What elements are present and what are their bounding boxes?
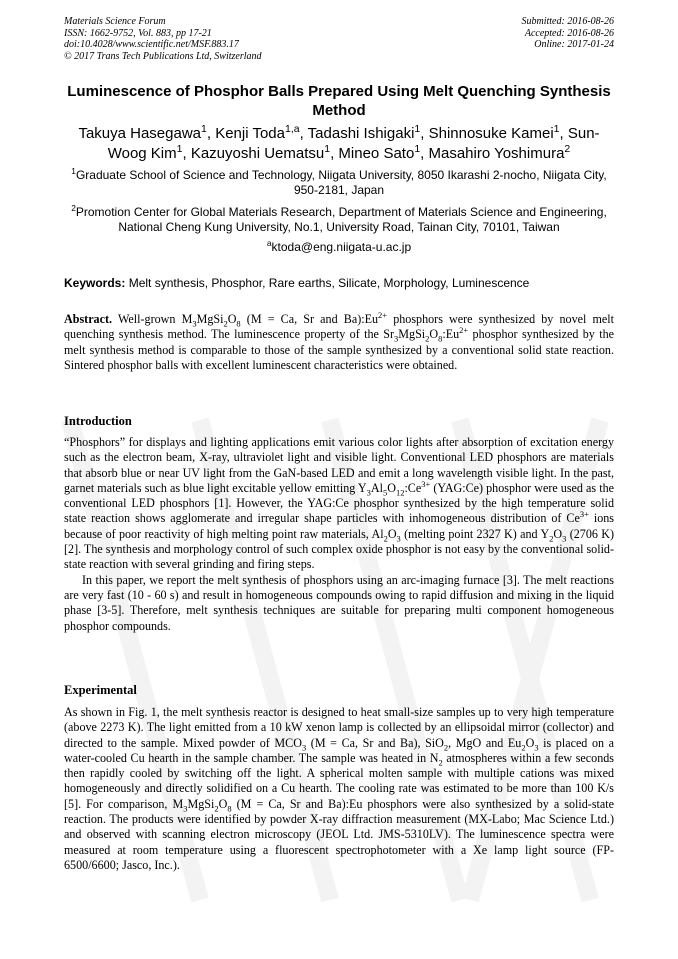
author-affiliation-marker: 1 [414, 143, 421, 155]
author-name: Tadashi Ishigaki [307, 125, 415, 142]
journal-info [64, 16, 262, 62]
abstract-text: Well-grown $M_3MgSi_2O_8$ (M = Ca, Sr and $Ba):Eu^{2+}$ phosphors were synthesized by novel melt quenching synthesis method. The luminescence property of the $Sr_3MgSi_2O_8:Eu^{2+}$ phosphor synthesized by the melt synthesis method is comparable to those of the sample synthesized by a conventional solid state reaction. Sintered phosphor balls with excellent luminescent characteristics were obtained. [64, 309, 614, 372]
paper-title: Luminescence of Phosphor Balls Prepared Using Melt Quenching Synthesis Method [67, 83, 611, 119]
author-name: Kazuyoshi Uematsu [190, 145, 325, 162]
author-name: Takuya Hasegawa [78, 125, 202, 142]
author-name: Kenji Toda [215, 125, 285, 142]
online-date: Online: 2017-01-24 [534, 39, 614, 50]
submission-dates [522, 16, 615, 51]
author-affiliation-marker: 1 [201, 123, 207, 135]
abstract-label: Abstract. [64, 312, 113, 326]
experimental-body [64, 705, 614, 873]
journal-doi: doi:10.4028/www.scientific.net/MSF.883.17 [64, 39, 239, 50]
email-address[interactable]: ktoda@eng.niigata-u.ac.jp [271, 240, 412, 254]
keywords-label: Keywords: [64, 276, 126, 290]
keywords-text: Melt synthesis, Phosphor, Rare earths, Silicate, Morphology, Luminescence [128, 276, 530, 290]
author-list: Takuya Hasegawa$^1$, Kenji Toda$^{1,a}$, Tadashi Ishigaki$^1$, Shinnosuke Kamei$^1$, Sun-Woog Kim$^1$, Kazuyoshi Uematsu$^1$, Mineo Sato$^1$, Masahiro Yoshimura$^2$ [78, 123, 600, 162]
experimental-heading: Experimental [64, 683, 137, 697]
journal-copyright: © 2017 Trans Tech Publications Ltd, Switzerland [64, 50, 262, 62]
author-affiliation-marker: 2 [564, 143, 571, 155]
submitted-date: Submitted: 2016-08-26 [521, 16, 614, 27]
affiliation-2 [64, 205, 614, 235]
accepted-date: Accepted: 2016-08-26 [524, 27, 614, 39]
affiliation-1-marker: 1 [71, 166, 76, 176]
author-affiliation-marker: 1 [324, 143, 331, 155]
abstract [64, 309, 614, 373]
journal-issn: ISSN: 1662-9752, Vol. 883, pp 17-21 [64, 27, 212, 39]
experimental-paragraph: As shown in Fig. 1, the melt synthesis reactor is designed to heat small-size samples up to very high temperature (above 2273 K). The light emitted from a 10 kW xenon lamp is collected by an ellipsoidal mirror (collector) and directed to the sample. Mixed powder of $MCO_3$ (M = Ca, Sr and Ba), SiO$_2$, MgO and $Eu_2O_3$ is placed on a water-cooled Cu hearth in the sample chamber. The sample was heated in $N_2$ atmospheres within a few seconds then rapidly cooled by switching off the light. A spherical molten sample with multiple cations was mixed homogeneously and directly solidified on a Cu hearth. The cooling rate was estimated to be more than 100 K/s [5]. For comparison, $M_3MgSi_2O_8$ (M = Ca, Sr and Ba):Eu phosphors were also synthesized by a solid-state reaction. The products were identified by powder X-ray diffraction measurement (MX-Labo; Mac Science Ltd.) and observed with scanning electron microscopy (JEOL Ltd. JMS-5310LV). The luminescence spectra were measured at room temperature using a fluorescent spectrophotometer with a Xe lamp light source (FP-6500/6600; Jasco, Inc.). [64, 705, 614, 872]
author-affiliation-marker: 1 [176, 143, 183, 155]
affiliation-1-text: Graduate School of Science and Technology, Niigata University, 8050 Ikarashi 2-nocho, Niigata City, 950-2181, Japan [75, 168, 607, 197]
keywords [64, 276, 614, 291]
author-affiliation-marker: 1,a [284, 123, 300, 135]
introduction-paragraph-2: In this paper, we report the melt synthesis of phosphors using an arc-imaging furnace [3]. The melt reactions are very fast (10 - 60 s) and result in homogeneous compounds owing to rapid diffusion and mixing in the liquid phase [3-5]. Therefore, melt synthesis techniques are suitable for preparing multi component homogeneous phosphor compounds. [64, 572, 614, 633]
introduction-paragraph-1: “Phosphors” for displays and lighting applications emit various color lights after absorption of excitation energy such as the electron beam, X-ray, ultraviolet light and visible light. Conventional LED phosphors are materials that absorb blue or near UV light from the GaN-based LED and emit a long wavelength visible light. In the past, garnet materials such as blue light excitable yellow emitting $Y_3Al_5O_{12}:Ce^{3+}$ (YAG:Ce) phosphor were used as the conventional LED phosphors [1]. However, the YAG:Ce phosphor synthesized by the high temperature solid state reaction shows agglomerate and irregular shape particles with inhomogeneous distribution of $Ce^{3+}$ ions because of poor reactivity of high melting point raw materials, $Al_2O_3$ (melting point 2327 K) and $Y_2O_3$ (2706 K) [2]. The synthesis and morphology control of such complex oxide phosphor is not easy by the conventional solid-state reaction with several grinding and firing steps. [64, 435, 614, 572]
affiliation-2-text: Promotion Center for Global Materials Research, Department of Materials Science and Engineering, National Cheng Kung University, No.1, University Road, Tainan City, 70101, Taiwan [75, 205, 607, 234]
email-marker: a [266, 238, 272, 248]
author-affiliation-marker: 1 [414, 123, 421, 135]
corresponding-email [64, 240, 614, 255]
author-affiliation-marker: 1 [553, 123, 560, 135]
affiliation-1 [64, 168, 614, 198]
introduction-body [64, 435, 614, 634]
introduction-heading: Introduction [64, 414, 132, 428]
author-name: Masahiro Yoshimura [428, 145, 565, 162]
author-name: Sun-Woog Kim [107, 125, 600, 162]
author-name: Shinnosuke Kamei [428, 125, 554, 142]
affiliation-2-marker: 2 [71, 203, 76, 213]
author-name: Mineo Sato [338, 145, 415, 162]
journal-name: Materials Science Forum [64, 16, 166, 27]
